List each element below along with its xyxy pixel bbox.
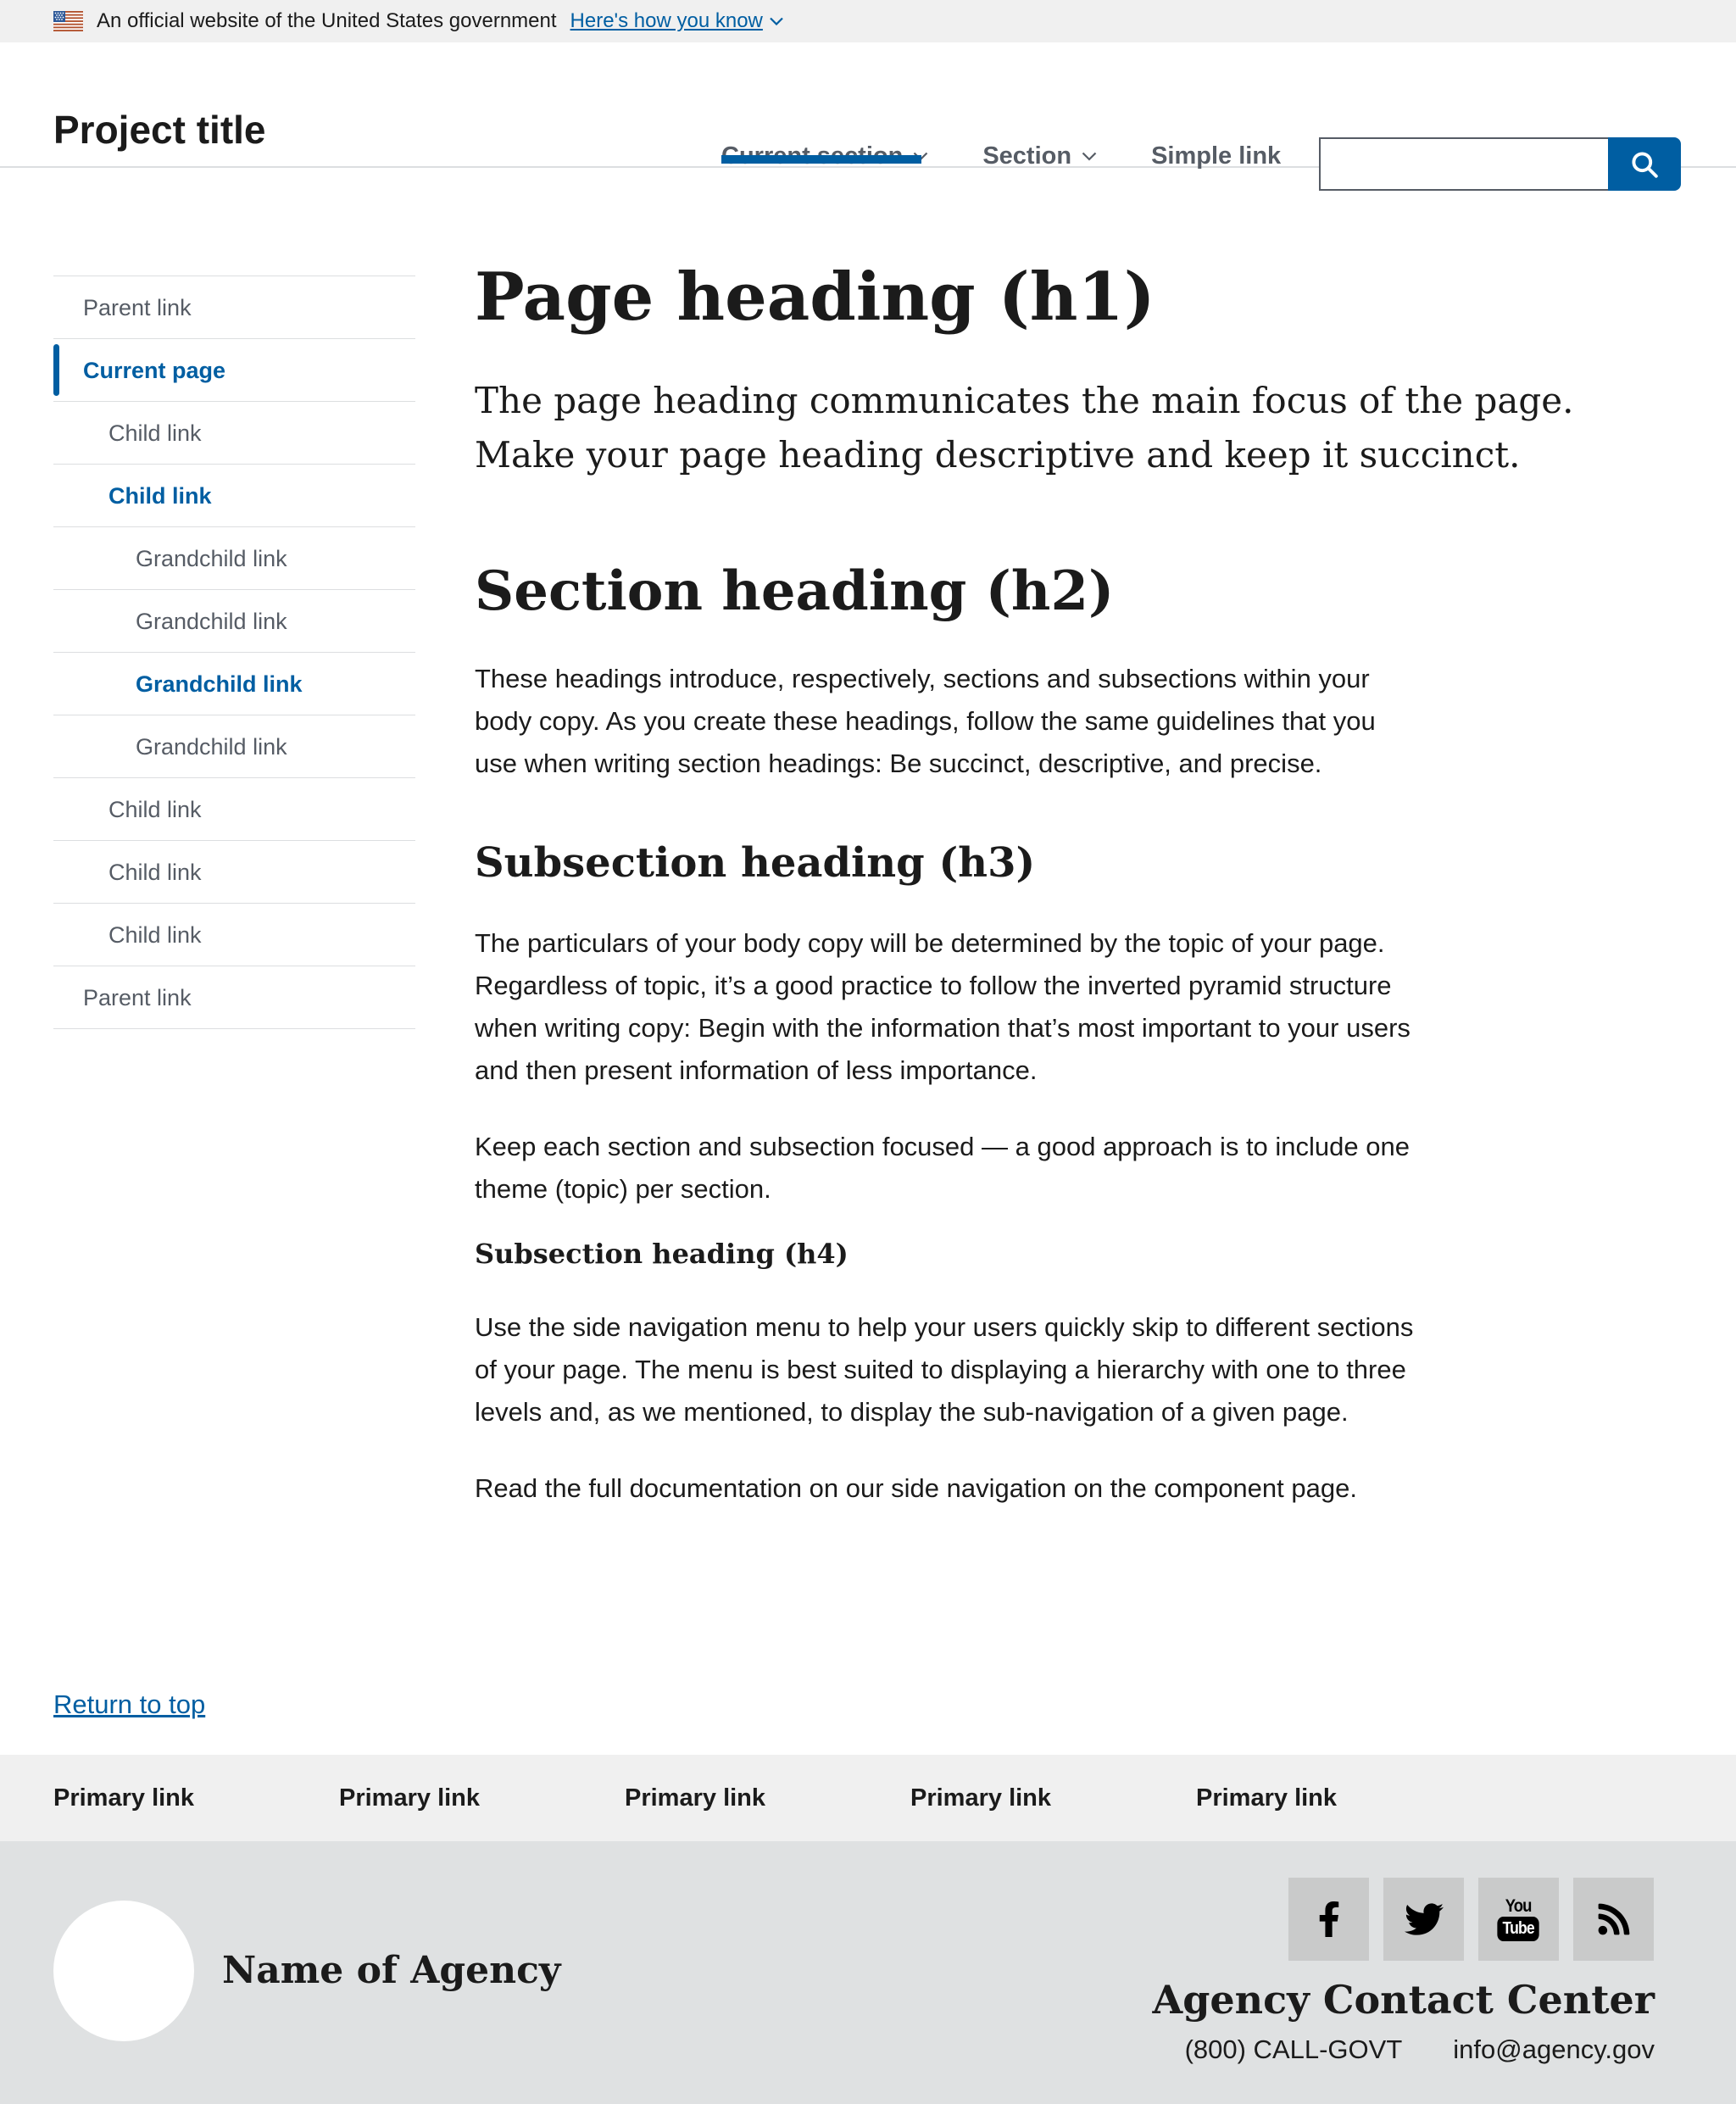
side-nav-link-child[interactable]: Child link bbox=[53, 777, 415, 840]
twitter-link[interactable] bbox=[1383, 1878, 1464, 1961]
nav-item-simple-link[interactable] bbox=[1151, 142, 1281, 170]
youtube-link[interactable] bbox=[1478, 1878, 1559, 1961]
side-nav-link-grandchild[interactable]: Grandchild link bbox=[53, 526, 415, 589]
page-heading-h1: Page heading (h1) bbox=[475, 259, 1155, 336]
rss-link[interactable] bbox=[1573, 1878, 1654, 1961]
footer-primary-link[interactable]: Primary link bbox=[625, 1784, 766, 1812]
return-to-top-link[interactable]: Return to top bbox=[53, 1689, 206, 1719]
twitter-icon bbox=[1405, 1900, 1444, 1939]
body-paragraph: Keep each section and subsection focused — a good approach is to include one theme (topic) per section. bbox=[475, 1132, 1410, 1205]
section-heading-h2: Section heading (h2) bbox=[475, 559, 1115, 623]
gov-banner bbox=[0, 0, 1736, 42]
side-nav-link-grandchild[interactable]: Grandchild link bbox=[53, 589, 415, 652]
facebook-link[interactable] bbox=[1288, 1878, 1369, 1961]
contact-phone[interactable]: (800) CALL-GOVT bbox=[1184, 2034, 1403, 2064]
active-nav-underline bbox=[721, 155, 921, 164]
chevron-down-icon bbox=[770, 17, 783, 25]
contact-email[interactable]: info@agency.gov bbox=[1453, 2034, 1655, 2064]
youtube-icon-you: You bbox=[1505, 1896, 1532, 1916]
side-nav-link-child[interactable]: Child link bbox=[53, 840, 415, 903]
nav-item-section[interactable] bbox=[982, 142, 1097, 170]
chevron-down-icon bbox=[1082, 152, 1097, 161]
footer-primary-link[interactable]: Primary link bbox=[53, 1784, 195, 1812]
banner-disclosure-link[interactable] bbox=[570, 9, 783, 33]
body-paragraph: These headings introduce, respectively, sections and subsections within your body copy. As you create these headings, follow the same guidelines that you use when writing section headings: Be succinct, descriptive, and precise. bbox=[475, 664, 1376, 779]
social-links bbox=[1288, 1878, 1654, 1961]
us-flag-icon bbox=[53, 11, 83, 31]
main-content bbox=[475, 168, 1661, 1510]
footer-primary-link[interactable]: Primary link bbox=[910, 1784, 1052, 1812]
side-nav-link-grandchild-active[interactable]: Grandchild link bbox=[53, 652, 415, 715]
body-paragraph: The particulars of your body copy will be determined by the topic of your page. Regardless of topic, it’s a good practice to follow the inverted pyramid structure when writing copy: Begin with the information that’s most important to your users and then present information of less importance. bbox=[475, 928, 1410, 1086]
facebook-icon bbox=[1311, 1901, 1347, 1937]
footer-primary-link[interactable]: Primary link bbox=[1196, 1784, 1338, 1812]
site-title[interactable]: Project title bbox=[53, 108, 266, 152]
youtube-icon bbox=[1498, 1897, 1540, 1941]
agency-name: Name of Agency bbox=[222, 1949, 561, 1992]
footer-primary-link[interactable]: Primary link bbox=[339, 1784, 481, 1812]
side-nav-link-child[interactable]: Child link bbox=[53, 903, 415, 966]
youtube-icon-tube: Tube bbox=[1498, 1917, 1540, 1941]
site-header bbox=[0, 42, 1736, 168]
nav-item-label: Simple link bbox=[1151, 142, 1282, 170]
side-nav-link-child[interactable]: Child link bbox=[53, 401, 415, 464]
body-paragraph: Use the side navigation menu to help your users quickly skip to different sections of your page. The menu is best suited to displaying a hierarchy with one to three levels and, as we mentioned, to display the sub-navigation of a given page. bbox=[475, 1311, 1414, 1427]
subsection-heading-h3: Subsection heading (h3) bbox=[475, 839, 1036, 888]
nav-item-label: Section bbox=[982, 142, 1072, 170]
footer-primary-nav bbox=[0, 1755, 1736, 1841]
footer-agency-section bbox=[0, 1841, 1736, 2104]
side-nav-link-grandchild[interactable]: Grandchild link bbox=[53, 715, 415, 777]
intro-text: The page heading communicates the main focus of the page. Make your page heading descriptive and keep it succinct. bbox=[475, 379, 1574, 476]
rss-icon bbox=[1596, 1901, 1632, 1937]
agency-logo-circle bbox=[53, 1901, 194, 2041]
side-nav bbox=[53, 276, 415, 1029]
side-nav-link-parent[interactable]: Parent link bbox=[53, 966, 415, 1029]
contact-center-heading: Agency Contact Center bbox=[1152, 1977, 1655, 2023]
side-nav-link-current-page[interactable]: Current page bbox=[53, 338, 415, 401]
body-paragraph: Read the full documentation on our side navigation on the component page. bbox=[475, 1472, 1357, 1503]
subsection-heading-h4: Subsection heading (h4) bbox=[475, 1238, 849, 1271]
side-nav-link-parent[interactable]: Parent link bbox=[53, 276, 415, 338]
banner-link-label: Here's how you know bbox=[570, 9, 763, 32]
side-nav-link-child-active[interactable]: Child link bbox=[53, 464, 415, 526]
banner-text: An official website of the United States government bbox=[97, 9, 557, 32]
contact-info bbox=[1185, 2034, 1655, 2065]
